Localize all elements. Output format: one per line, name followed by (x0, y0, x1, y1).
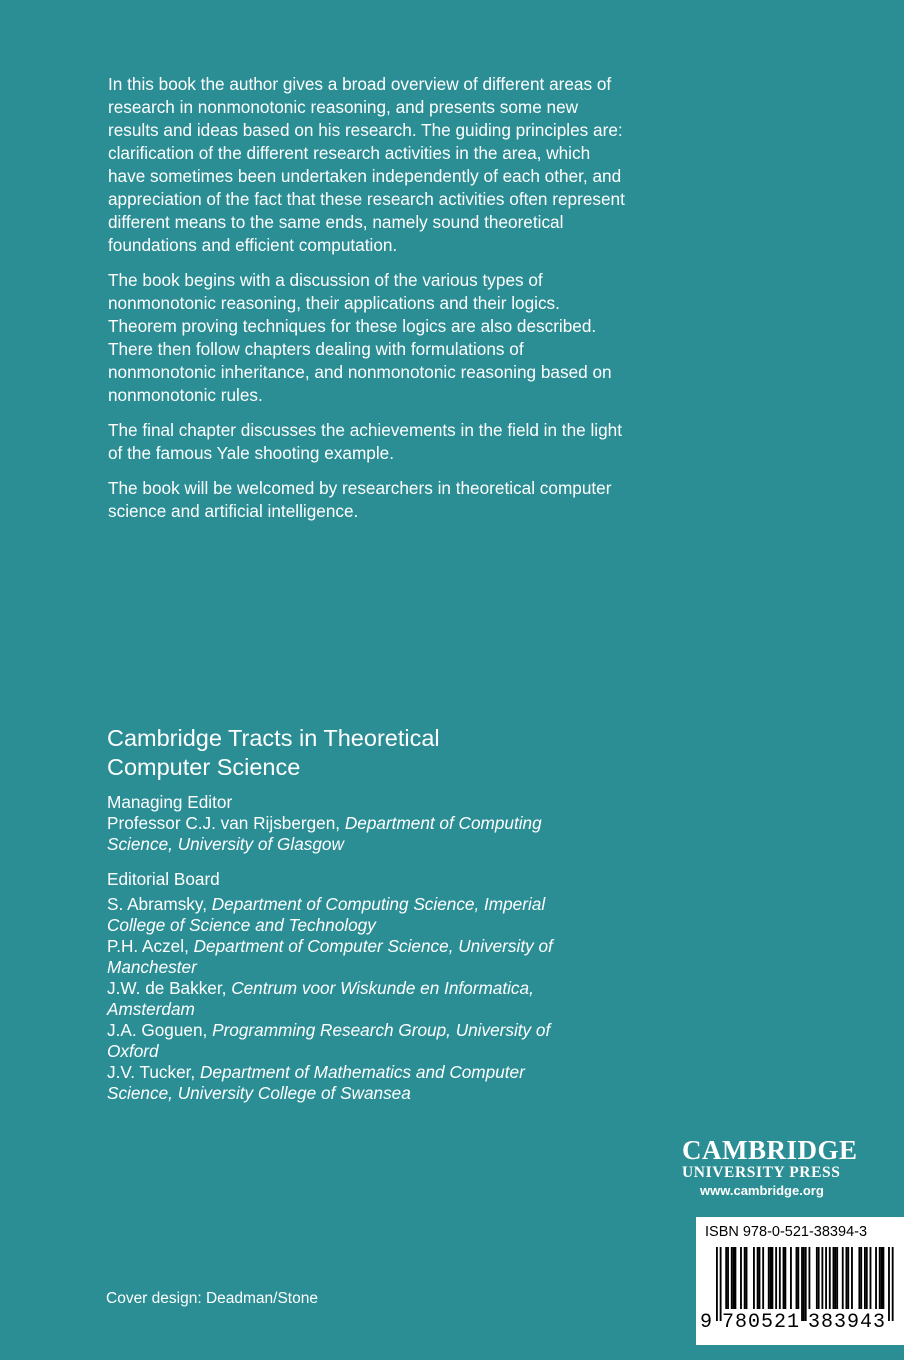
board-member-affiliation-1: Department of Computer Science, University of (193, 936, 553, 956)
barcode-bar (757, 1247, 759, 1309)
barcode-bar (816, 1247, 818, 1309)
barcode-bar (883, 1247, 885, 1309)
board-member-affiliation-1: Programming Research Group, University of (212, 1020, 551, 1040)
barcode-bar (829, 1247, 831, 1309)
publisher-website: www.cambridge.org (700, 1183, 824, 1198)
blurb-paragraph-1: In this book the author gives a broad overview of different areas of research in nonmonotonic reasoning, and presents some new results and ideas based on his research. The guiding principles are: clarification of the different research activities in the area, which have sometimes been undertaken independently of each other, and appreciation of the fact that these research activities often represent different means to the same ends, namely sound theoretical foundations and efficient computation. (108, 74, 625, 255)
barcode-bar (833, 1247, 835, 1309)
blurb-paragraph-4: The book will be welcomed by researchers in theoretical computer science and artificial intelligence. (108, 478, 612, 521)
barcode-bar (783, 1247, 785, 1309)
publisher-press: UNIVERSITY PRESS (682, 1164, 841, 1181)
board-member-affiliation-1: Centrum voor Wiskunde en Informatica, (231, 978, 534, 998)
barcode-digit-group-1: 780521 (722, 1311, 801, 1334)
barcode-bar (770, 1247, 772, 1309)
isbn-barcode-panel (696, 1217, 904, 1345)
board-member-2 (107, 936, 627, 978)
barcode-digit-first: 9 (700, 1311, 713, 1334)
barcode-bar (851, 1247, 853, 1309)
barcode-bar (744, 1247, 746, 1309)
barcode-bar (821, 1247, 823, 1309)
board-member-1 (107, 894, 627, 936)
barcode-bar (775, 1247, 777, 1309)
blurb-paragraph-3: The final chapter discusses the achievements in the field in the light of the famous Yale shooting example. (108, 420, 623, 463)
series-title (107, 724, 627, 782)
managing-editor-entry (107, 813, 627, 855)
barcode-bar (801, 1247, 803, 1321)
barcode-bar (888, 1247, 890, 1321)
board-member-affiliation-2: Manchester (107, 957, 197, 977)
barcode-bar (716, 1247, 718, 1321)
barcode-bar (870, 1247, 872, 1309)
barcode-bar (768, 1247, 770, 1309)
editorial-board-label: Editorial Board (107, 869, 220, 889)
barcode-bar (725, 1247, 727, 1309)
barcode-bar (805, 1247, 807, 1321)
back-cover-blurb (108, 73, 628, 535)
barcode-bar (797, 1247, 799, 1309)
publisher-logo (682, 1136, 904, 1200)
editor-affiliation-line-1: Department of Computing (344, 813, 542, 833)
cover-design-credit: Cover design: Deadman/Stone (106, 1290, 318, 1307)
barcode-bar (860, 1247, 862, 1309)
barcode-bar (772, 1247, 774, 1309)
board-member-name: J.W. de Bakker, (107, 978, 232, 998)
barcode-bar (727, 1247, 729, 1309)
barcode-bar (847, 1247, 849, 1309)
barcode-bar (779, 1247, 781, 1309)
barcode-bar (762, 1247, 764, 1309)
series-title-line-1: Cambridge Tracts in Theoretical (107, 725, 440, 751)
barcode-bar (796, 1247, 798, 1309)
barcode-bar (825, 1247, 827, 1309)
barcode-bar (879, 1247, 881, 1309)
barcode-bar (858, 1247, 860, 1309)
board-member-affiliation-1: Department of Mathematics and Computer (200, 1062, 525, 1082)
series-info (107, 724, 627, 1104)
board-member-name: J.V. Tucker, (107, 1062, 200, 1082)
barcode-bar (892, 1247, 894, 1321)
barcode-bar (740, 1247, 742, 1309)
barcode-bar (753, 1247, 755, 1309)
barcode-bar (809, 1247, 811, 1309)
barcode-bar (803, 1247, 805, 1321)
board-member-name: P.H. Aczel, (107, 936, 194, 956)
editor-name: Professor C.J. van Rijsbergen, (107, 813, 345, 833)
barcode-bar (790, 1247, 792, 1309)
board-member-5 (107, 1062, 627, 1104)
barcode-bar (875, 1247, 877, 1309)
board-member-3 (107, 978, 627, 1020)
publisher-name: CAMBRIDGE (682, 1135, 858, 1165)
board-member-affiliation-2: Science, University College of Swansea (107, 1083, 411, 1103)
barcode-bar (836, 1247, 838, 1309)
barcode-bar (731, 1247, 733, 1309)
barcode-bar (735, 1247, 737, 1309)
board-member-affiliation-1: Department of Computing Science, Imperial (211, 894, 546, 914)
barcode-bar (720, 1247, 722, 1321)
barcode-bar (759, 1247, 761, 1309)
board-member-affiliation-2: Oxford (107, 1041, 159, 1061)
barcode-bar (834, 1247, 836, 1309)
barcode-bar (818, 1247, 820, 1309)
managing-editor-label: Managing Editor (107, 792, 233, 812)
barcode-bar (784, 1247, 786, 1309)
blurb-paragraph-2: The book begins with a discussion of the various types of nonmonotonic reasoning, their applications and their logics. Theorem proving techniques for these logics are also described. There then follow chapters dealing with formulations of nonmonotonic inheritance, and nonmonotonic reasoning based on nonmonotonic rules. (108, 270, 612, 405)
board-member-name: S. Abramsky, (107, 894, 212, 914)
series-title-line-2: Computer Science (107, 754, 301, 780)
board-member-affiliation-2: Amsterdam (107, 999, 195, 1019)
barcode-bar (733, 1247, 735, 1309)
barcode-bar (842, 1247, 844, 1309)
board-member-name: J.A. Goguen, (107, 1020, 213, 1040)
barcode-bar (746, 1247, 748, 1309)
isbn-label: ISBN 978-0-521-38394-3 (705, 1224, 868, 1240)
barcode-bar (864, 1247, 866, 1309)
barcode-bar (846, 1247, 848, 1309)
board-member-affiliation-2: College of Science and Technology (107, 915, 376, 935)
editor-affiliation-line-2: Science, University of Glasgow (107, 834, 344, 854)
barcode-bar (881, 1247, 883, 1309)
barcode-digit-group-2: 383943 (808, 1311, 887, 1334)
board-member-4 (107, 1020, 627, 1062)
barcode-icon (716, 1247, 896, 1321)
barcode-bar (866, 1247, 868, 1309)
